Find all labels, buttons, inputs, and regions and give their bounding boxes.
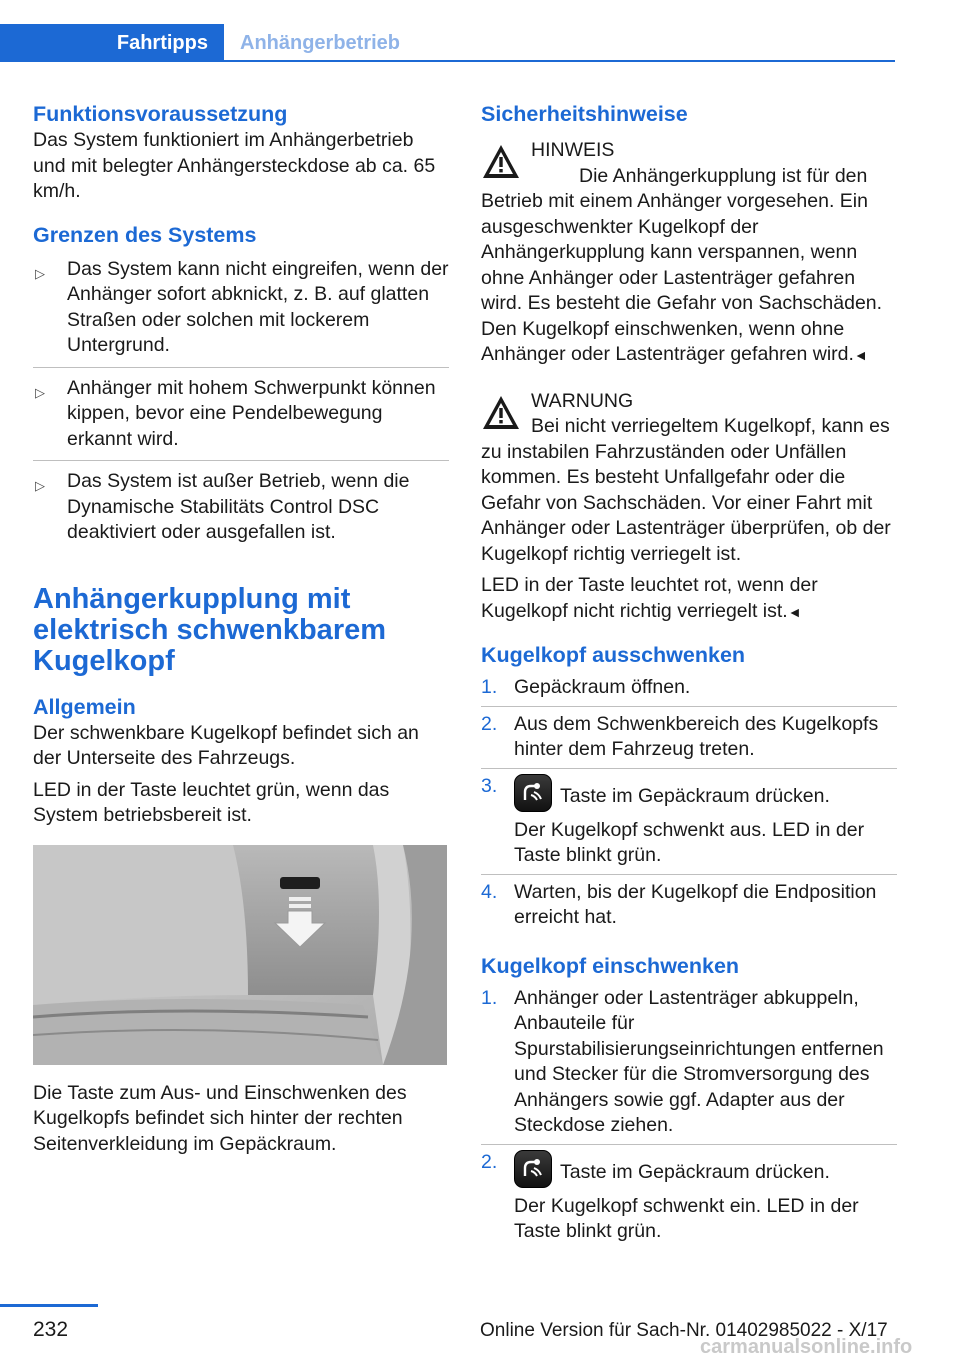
list-item: 1. Anhänger oder Lastenträger abkuppeln, Anbauteile für Spurstabilisierungseinrichtungen entfernen und Stecker für die Stromversorgung des Anhängers sowie ggf. Adapter aus der Steckdose ziehen. bbox=[481, 986, 897, 1145]
right-column bbox=[481, 100, 897, 1255]
heading-allgemein: Allgemein bbox=[33, 694, 136, 719]
warning-title: WARNUNG bbox=[531, 389, 634, 412]
trailer-hitch-button-icon bbox=[514, 1150, 552, 1188]
page-number: 232 bbox=[33, 1318, 69, 1341]
list-item: 4. Warten, bis der Kugelkopf die Endposition erreicht hat. bbox=[481, 880, 877, 928]
paragraph-allgemein-2: LED in der Taste leuchtet grün, wenn das System betriebsbereit ist. bbox=[33, 778, 390, 826]
triangle-bullet-icon: ▷ bbox=[35, 384, 45, 400]
warning-block bbox=[481, 389, 897, 568]
end-marker: ◄ bbox=[787, 603, 802, 620]
footer-accent-line bbox=[0, 1304, 98, 1307]
warning-triangle-icon bbox=[481, 393, 521, 433]
triangle-bullet-icon: ▷ bbox=[35, 265, 45, 281]
list-item: 1. Gepäckraum öffnen. bbox=[481, 675, 897, 707]
list-item: ▷ Das System ist außer Betrieb, wenn die Dynamische Stabilitäts Control DSC deaktiviert oder ausgefallen ist. bbox=[35, 470, 410, 543]
header-tabbar bbox=[0, 24, 895, 62]
heading-funktionsvoraussetzung: Funktionsvoraussetzung bbox=[33, 102, 288, 126]
watermark: carmanualsonline.info bbox=[700, 1336, 913, 1358]
end-marker: ◄ bbox=[853, 347, 868, 363]
list-item: 2. Aus dem Schwenkbereich des Kugelkopfs hinter dem Fahrzeug treten. bbox=[481, 712, 897, 769]
heading-einschwenken: Kugelkopf einschwenken bbox=[481, 953, 740, 978]
steps-einschwenken bbox=[481, 986, 897, 1250]
warning-text: Bei nicht verriegeltem Kugelkopf, kann es zu instabilen Fahrzuständen oder Unfällen kommen. Es besteht Unfallgefahr oder die Gefahr von Sachschäden. Vor einer Fahrt mit Anhänger oder Lastenträger überprüfen, ob der Kugelkopf richtig verriegelt ist. bbox=[481, 415, 891, 565]
tab-anhaengerbetrieb[interactable]: Anhängerbetrieb bbox=[240, 32, 401, 54]
limits-list bbox=[33, 257, 449, 554]
left-column bbox=[33, 100, 449, 1157]
trunk-button-photo bbox=[33, 845, 447, 1065]
trunk-interior-illustration bbox=[33, 845, 447, 1065]
footer-online-version: Online Version für Sach-Nr. 01402985022 - X/17 bbox=[480, 1320, 888, 1341]
heading-grenzen: Grenzen des Systems bbox=[33, 222, 257, 247]
trailer-hitch-button-icon bbox=[514, 774, 552, 812]
notice-title: HINWEIS bbox=[531, 139, 615, 161]
warning-triangle-icon bbox=[481, 142, 521, 182]
heading-sicherheitshinweise: Sicherheitshinweise bbox=[481, 102, 688, 126]
list-item: ▷ Das System kann nicht eingreifen, wenn der Anhänger sofort abknickt, z. B. auf glatten Straßen oder solchen mit lockerem Untergrund. bbox=[33, 257, 449, 368]
heading-ausschwenken: Kugelkopf ausschwenken bbox=[481, 643, 746, 667]
photo-caption: Die Taste zum Aus- und Einschwenken des Kugelkopfs befindet sich hinter der rechten Seitenverkleidung im Gepäckraum. bbox=[33, 1081, 407, 1155]
notice-text: Die Anhängerkupplung ist für den Betrieb mit einem Anhänger vorgesehen. Ein ausgeschwenkter Kugelkopf der Anhängerkupplung kann verspannen, wenn ohne Anhänger oder Lastenträger gefahren wird. Es besteht die Gefahr von Sachschäden. Den Kugelkopf einschwenken, wenn ohne Anhänger oder Lastenträger gefahren wird.◄ bbox=[481, 164, 883, 365]
triangle-bullet-icon: ▷ bbox=[35, 478, 45, 493]
paragraph-funktion: Das System funktioniert im Anhängerbetrieb und mit belegter Anhängersteckdose ab ca. 65 km/h. bbox=[33, 129, 436, 202]
steps-ausschwenken bbox=[481, 675, 897, 936]
list-item: 2. Taste im Gepäckraum drücken. Der Kugelkopf schwenkt ein. LED in der Taste blinkt grün. bbox=[481, 1150, 859, 1242]
paragraph-allgemein-1: Der schwenkbare Kugelkopf befindet sich an der Unterseite des Fahrzeugs. bbox=[33, 721, 419, 769]
tab-fahrtipps[interactable]: Fahrtipps bbox=[0, 24, 224, 62]
list-item: 3. Taste im Gepäckraum drücken. Der Kugelkopf schwenkt aus. LED in der Taste blinkt grün. bbox=[481, 774, 897, 875]
notice-block bbox=[481, 138, 897, 369]
led-paragraph: LED in der Taste leuchtet rot, wenn der Kugelkopf nicht richtig verriegelt ist.◄ bbox=[481, 574, 818, 622]
heading-anhaengerkupplung: Anhängerkupplung mit elektrisch schwenkbarem Kugelkopf bbox=[33, 582, 387, 677]
list-item: ▷ Anhänger mit hohem Schwerpunkt können kippen, bevor eine Pendelbewegung erkannt wird. bbox=[33, 376, 449, 462]
